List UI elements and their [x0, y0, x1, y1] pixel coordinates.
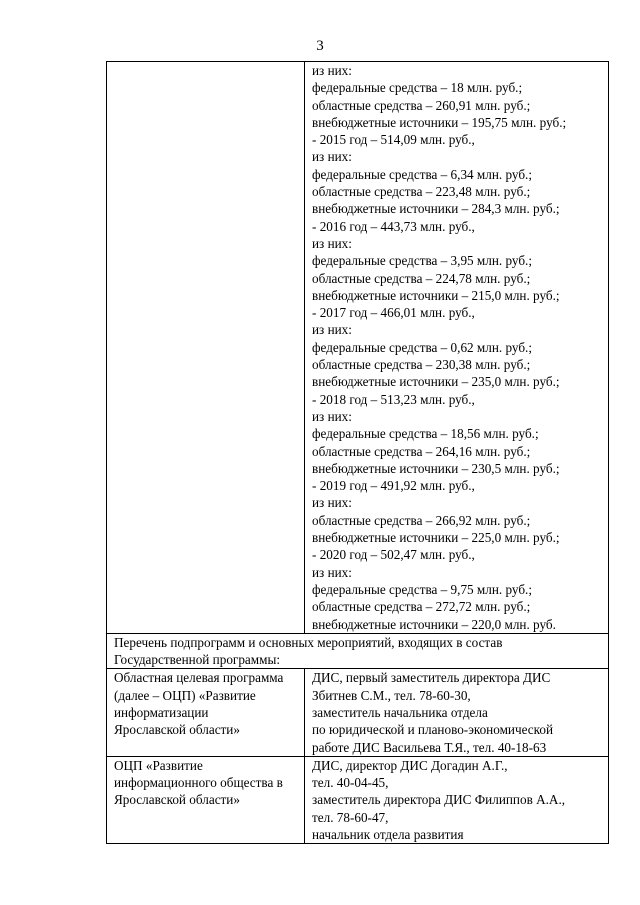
text-line: из них:	[312, 408, 352, 424]
text-line: федеральные средства – 0,62 млн. руб.;	[312, 339, 533, 355]
text-line: работе ДИС Васильева Т.Я., тел. 40-18-63	[312, 739, 547, 755]
text-line: из них:	[312, 63, 352, 78]
text-line: ОЦП «Развитие	[114, 757, 203, 773]
text-line: внебюджетные источники – 215,0 млн. руб.;	[312, 287, 560, 303]
text-line: ДИС, первый заместитель директора ДИС	[312, 670, 551, 686]
text-line: областные средства – 230,38 млн. руб.;	[312, 357, 531, 373]
text-line: информационного общества в	[114, 775, 283, 791]
text-line: областные средства – 224,78 млн. руб.;	[312, 270, 531, 286]
text-line: по юридической и планово-экономической	[312, 722, 554, 738]
text-line: областные средства – 266,92 млн. руб.;	[312, 512, 531, 528]
text-line: информатизации	[114, 704, 209, 720]
program-contact-cell	[305, 756, 609, 843]
program-name-cell	[107, 756, 305, 843]
text-line: Областная целевая программа	[114, 670, 284, 686]
text-line: из них:	[312, 235, 352, 251]
text-line: областные средства – 223,48 млн. руб.;	[312, 184, 531, 200]
text-line: из них:	[312, 322, 352, 338]
text-line: заместитель директора ДИС Филиппов А.А.,	[312, 792, 566, 808]
section-heading	[107, 633, 609, 669]
program-table	[106, 61, 609, 844]
text-line: федеральные средства – 18 млн. руб.;	[312, 80, 523, 96]
text-line: Ярославской области»	[114, 792, 240, 808]
page-number: 3	[316, 38, 324, 54]
text-line: - 2017 год – 466,01 млн. руб.,	[312, 305, 475, 321]
financing-row	[107, 62, 609, 634]
text-line: Перечень подпрограмм и основных мероприятий, входящих в состав	[114, 634, 503, 650]
financing-label-cell	[107, 62, 305, 634]
text-line: из них:	[312, 495, 352, 511]
text-line: областные средства – 260,91 млн. руб.;	[312, 97, 531, 113]
text-line: - 2016 год – 443,73 млн. руб.,	[312, 218, 475, 234]
text-line: - 2018 год – 513,23 млн. руб.,	[312, 391, 475, 407]
text-line: начальник отдела развития	[312, 827, 464, 843]
text-line: федеральные средства – 18,56 млн. руб.;	[312, 426, 539, 442]
text-line: внебюджетные источники – 195,75 млн. руб.;	[312, 114, 567, 130]
financing-cell	[305, 62, 609, 634]
text-line: федеральные средства – 9,75 млн. руб.;	[312, 581, 533, 597]
text-line: внебюджетные источники – 220,0 млн. руб.	[312, 616, 556, 632]
text-line: Государственной программы:	[114, 652, 280, 668]
text-line: - 2015 год – 514,09 млн. руб.,	[312, 132, 475, 148]
text-line: федеральные средства – 3,95 млн. руб.;	[312, 253, 533, 269]
text-line: Збитнев С.М., тел. 78-60-30,	[312, 687, 471, 703]
text-line: областные средства – 272,72 млн. руб.;	[312, 599, 531, 615]
text-line: внебюджетные источники – 230,5 млн. руб.;	[312, 460, 560, 476]
text-line: заместитель начальника отдела	[312, 704, 488, 720]
text-line: из них:	[312, 149, 352, 165]
text-line: - 2019 год – 491,92 млн. руб.,	[312, 478, 475, 494]
text-line: Ярославской области»	[114, 722, 240, 738]
text-line: внебюджетные источники – 235,0 млн. руб.;	[312, 374, 560, 390]
section-heading-row	[107, 633, 609, 669]
text-line: внебюджетные источники – 284,3 млн. руб.;	[312, 201, 560, 217]
text-line: внебюджетные источники – 225,0 млн. руб.;	[312, 530, 560, 546]
program-row	[107, 756, 609, 843]
program-name-cell	[107, 669, 305, 756]
text-line: из них:	[312, 564, 352, 580]
text-line: тел. 78-60-47,	[312, 809, 389, 825]
text-line: федеральные средства – 6,34 млн. руб.;	[312, 166, 533, 182]
text-line: - 2020 год – 502,47 млн. руб.,	[312, 547, 475, 563]
program-row	[107, 669, 609, 756]
text-line: тел. 40-04-45,	[312, 775, 389, 791]
text-line: ДИС, директор ДИС Догадин А.Г.,	[312, 757, 508, 773]
program-contact-cell	[305, 669, 609, 756]
text-line: областные средства – 264,16 млн. руб.;	[312, 443, 531, 459]
text-line: (далее – ОЦП) «Развитие	[114, 687, 256, 703]
